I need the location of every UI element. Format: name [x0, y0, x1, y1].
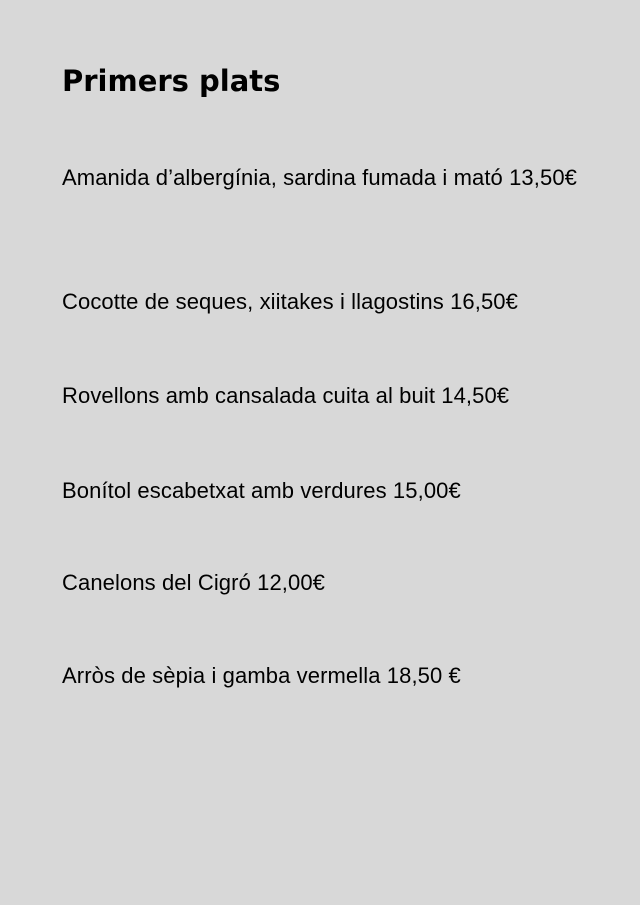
menu-item: Amanida d’albergínia, sardina fumada i mató 13,50€: [62, 165, 577, 190]
menu-item: Cocotte de seques, xiitakes i llagostins 16,50€: [62, 289, 518, 314]
menu-item: Rovellons amb cansalada cuita al buit 14,50€: [62, 383, 510, 408]
menu-item: Arròs de sèpia i gamba vermella 18,50 €: [62, 663, 461, 688]
menu-item: Canelons del Cigró 12,00€: [62, 570, 326, 595]
page-title: Primers plats: [62, 64, 281, 98]
menu-item: Bonítol escabetxat amb verdures 15,00€: [62, 478, 461, 503]
